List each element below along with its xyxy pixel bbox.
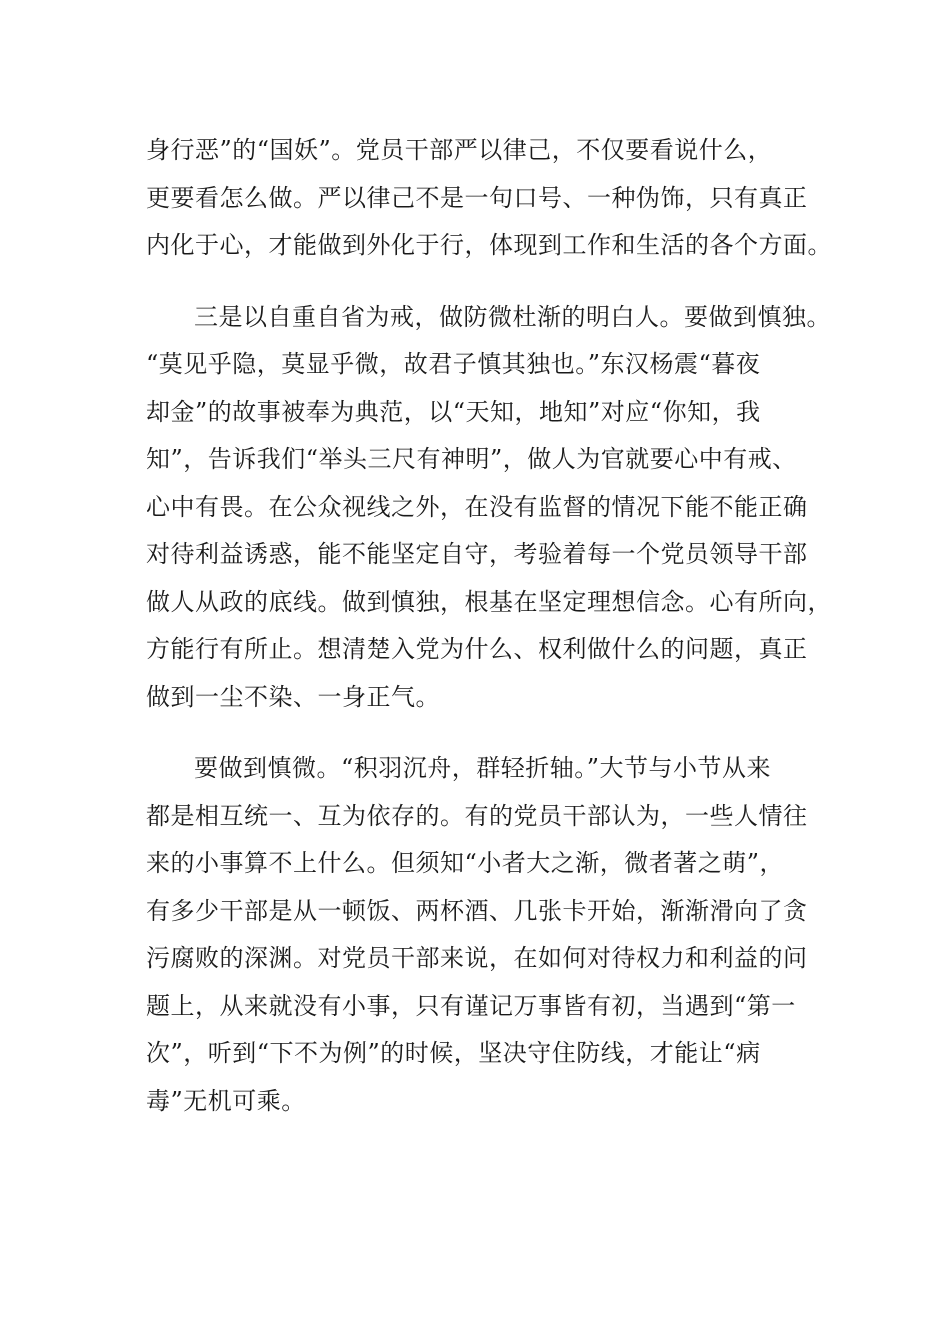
document-body (146, 127, 832, 1125)
text-line: 有多少干部是从一顿饭、两杯酒、几张卡开始，渐渐滑向了贪 (146, 896, 808, 925)
text-line: 题上，从来就没有小事，只有谨记万事皆有初，当遇到“第一 (146, 991, 796, 1020)
text-line: 知”，告诉我们“举头三尺有神明”，做人为官就要心中有戒、 (146, 445, 797, 473)
paragraph-spacer (146, 721, 802, 745)
text-line: 毒”无机可乘。 (146, 1086, 306, 1115)
paragraph-1 (146, 127, 832, 270)
text-line: “莫见乎隐，莫显乎微，故君子慎其独也。”东汉杨震“暮夜 (146, 350, 761, 378)
text-line: 更要看怎么做。严以律己不是一句口号、一种伪饰，只有真正 (146, 183, 808, 212)
text-line: 内化于心，才能做到外化于行，体现到工作和生活的各个方面。 (146, 231, 832, 259)
text-line: 对待利益诱惑，能不能坚定自守，考验着每一个党员领导干部 (146, 540, 808, 568)
text-line: 污腐败的深渊。对党员干部来说，在如何对待权力和利益的问 (146, 944, 808, 972)
text-line: 做人从政的底线。做到慎独，根基在坚定理想信念。心有所向， (146, 587, 832, 616)
paragraph-spacer (146, 270, 802, 294)
text-line: 心中有畏。在公众视线之外，在没有监督的情况下能不能正确 (146, 492, 808, 521)
text-line: 做到一尘不染、一身正气。 (146, 682, 440, 711)
text-line: 都是相互统一、互为依存的。有的党员干部认为，一些人情往 (146, 801, 808, 830)
text-line: 方能行有所止。想清楚入党为什么、权利做什么的问题，真正 (146, 635, 808, 663)
text-line: 却金”的故事被奉为典范，以“天知，地知”对应“你知，我 (146, 397, 761, 426)
text-line: 三是以自重自省为戒，做防微杜渐的明白人。要做到慎独。 (194, 302, 831, 331)
text-line: 身行恶”的“国妖”。党员干部严以律己，不仅要看说什么， (146, 136, 773, 164)
text-line: 来的小事算不上什么。但须知“小者大之渐，微者著之萌”， (146, 849, 785, 877)
text-line: 要做到慎微。“积羽沉舟，群轻折轴。”大节与小节从来 (194, 754, 772, 782)
paragraph-2 (146, 294, 832, 722)
text-line: 次”，听到“下不为例”的时候，坚决守住防线，才能让“病 (146, 1039, 761, 1067)
paragraph-3 (146, 745, 808, 1125)
